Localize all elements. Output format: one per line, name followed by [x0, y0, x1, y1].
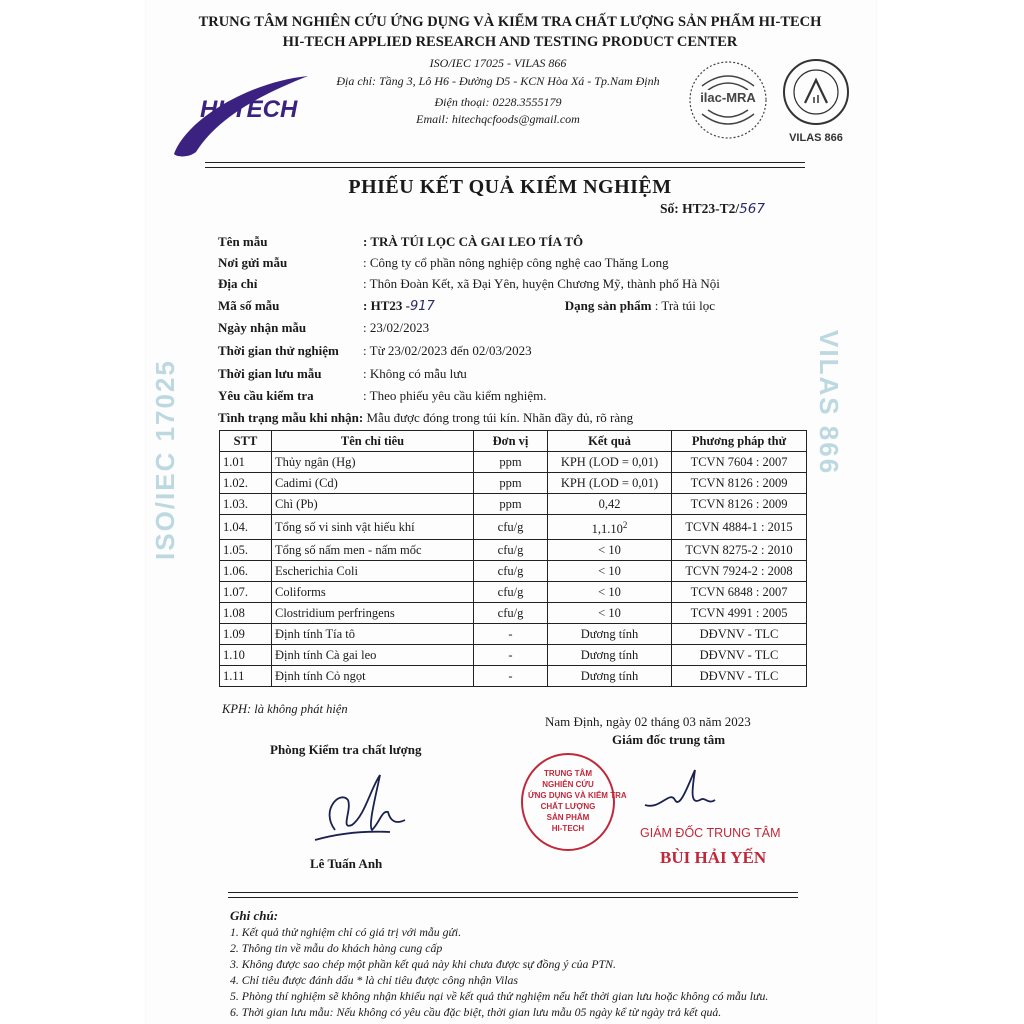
cell-unit: [474, 473, 548, 494]
cell-unit-text: cfu/g: [497, 606, 524, 621]
cell-name-text: Clostridium perfringens: [275, 606, 395, 621]
cell-unit: [474, 494, 548, 515]
cell-unit: [474, 645, 548, 666]
cell-method: [672, 624, 807, 645]
table-row: [220, 452, 807, 473]
cell-result-text: KPH (LOD = 0,01): [560, 455, 659, 469]
cell-stt: [220, 645, 272, 666]
cell-stt: [220, 666, 272, 687]
note-item: 6. Thời gian lưu mẫu: Nếu không có yêu cầu đặc biệt, thời gian lưu mẫu 05 ngày kể từ ngày trả kết quả.: [230, 1005, 722, 1019]
cell-name-text: Tổng số vi sinh vật hiếu khí: [275, 520, 415, 535]
cell-unit-text: -: [508, 648, 513, 663]
cell-method: [672, 561, 807, 582]
cell-unit: [474, 515, 548, 540]
table-row: [220, 624, 807, 645]
cell-method-text: DĐVNV - TLC: [699, 669, 779, 684]
col-method: Phương pháp thử: [672, 431, 807, 452]
ilac-text: ilac-MRA: [695, 90, 761, 105]
cell-stt-text: 1.06.: [223, 564, 248, 579]
cell-unit-text: ppm: [499, 476, 522, 490]
cell-result: [548, 494, 672, 515]
info-label: Ngày nhận mẫu: [218, 320, 307, 335]
cell-name: [272, 540, 474, 561]
info-row-address: [218, 274, 720, 294]
note-item: 1. Kết quả thử nghiệm chỉ có giá trị với mẫu gửi.: [230, 925, 462, 939]
info-value: : Không có mẫu lưu: [363, 366, 467, 381]
report-number-label: Số: HT23-T2/: [660, 201, 740, 216]
cell-method: [672, 645, 807, 666]
cell-name-text: Escherichia Coli: [275, 564, 358, 579]
cell-method: [672, 540, 807, 561]
director-name: BÙI HẢI YẾN: [660, 848, 767, 867]
note-item: 5. Phòng thí nghiệm sẽ không nhận khiếu nại về kết quả thử nghiệm nếu hết thời gian lưu hoặc không có mẫu lưu.: [230, 989, 769, 1003]
col-unit: Đơn vị: [474, 431, 548, 452]
cell-unit-text: cfu/g: [497, 543, 524, 558]
org-name-vi: TRUNG TÂM NGHIÊN CỨU ỨNG DỤNG VÀ KIỂM TRA CHẤT LƯỢNG SẢN PHẨM HI-TECH: [198, 14, 822, 30]
cell-result: [548, 452, 672, 473]
table-row: [220, 666, 807, 687]
results-table: [219, 430, 807, 687]
cell-stt-text: 1.02.: [223, 476, 248, 490]
cell-unit: [474, 666, 548, 687]
cell-stt: [220, 624, 272, 645]
stamp-line: TRUNG TÂM: [544, 769, 592, 778]
stamp-line: ỨNG DỤNG VÀ KIỂM TRA: [528, 791, 627, 800]
cell-method: [672, 494, 807, 515]
cell-result-text: Dương tính: [580, 648, 639, 663]
table-row: [220, 561, 807, 582]
sample-condition: [218, 408, 633, 428]
cell-unit: [474, 603, 548, 624]
note-item: 4. Chỉ tiêu được đánh dấu * là chỉ tiêu được công nhận Vilas: [230, 973, 519, 987]
watermark-iso: ISO/IEC 17025: [150, 359, 180, 560]
report-number-handwritten: 567: [739, 201, 765, 217]
sample-condition-value: Mẫu được đóng trong túi kín. Nhãn đầy đủ, rõ ràng: [363, 410, 634, 425]
cell-stt-text: 1.04.: [223, 520, 248, 535]
cell-method-text: TCVN 6848 : 2007: [690, 585, 788, 600]
cell-name-text: Định tính Cà gai leo: [275, 648, 377, 663]
cell-method-text: TCVN 8275-2 : 2010: [685, 543, 793, 558]
table-row: [220, 603, 807, 624]
director-role: GIÁM ĐỐC TRUNG TÂM: [640, 826, 781, 840]
cell-unit-text: cfu/g: [497, 520, 524, 535]
cell-stt-text: 1.09: [223, 627, 245, 642]
stamp-line: NGHIÊN CỨU: [542, 780, 594, 789]
cell-name: [272, 645, 474, 666]
cell-result-text: KPH (LOD = 0,01): [560, 476, 659, 490]
info-row-sender: [218, 253, 669, 273]
cell-stt-text: 1.03.: [223, 497, 248, 511]
header-divider: [205, 162, 805, 168]
qc-signer-name: Lê Tuấn Anh: [310, 856, 383, 871]
director-title: Giám đốc trung tâm: [612, 732, 726, 747]
cell-method-text: DĐVNV - TLC: [699, 627, 779, 642]
stamp-line: SẢN PHẨM: [546, 813, 590, 822]
cell-result-text: Dương tính: [580, 627, 639, 642]
table-row: [220, 582, 807, 603]
cell-name-text: Định tính Cỏ ngọt: [275, 669, 366, 684]
cell-result: [548, 561, 672, 582]
cell-name-text: Thủy ngân (Hg): [275, 455, 356, 469]
col-result: Kết quả: [548, 431, 672, 452]
info-label: Yêu cầu kiểm tra: [218, 388, 314, 403]
product-type-label: Dạng sản phẩm: [564, 298, 652, 313]
cell-result: [548, 582, 672, 603]
notes-title: Ghi chú:: [230, 908, 279, 923]
info-value: : Từ 23/02/2023 đến 02/03/2023: [363, 343, 532, 358]
note-item: 3. Không được sao chép một phần kết quả này khi chưa được sự đồng ý của PTN.: [230, 957, 616, 971]
phone: Điện thoại: 0228.3555179: [434, 95, 562, 109]
table-row: [220, 645, 807, 666]
cell-result-text: 0,42: [598, 497, 621, 511]
cell-name: [272, 603, 474, 624]
cell-result: [548, 645, 672, 666]
signature-right: [640, 760, 720, 816]
cell-unit: [474, 582, 548, 603]
cell-result-text: < 10: [598, 543, 621, 558]
cell-method-text: DĐVNV - TLC: [699, 648, 779, 663]
cell-stt-text: 1.01: [223, 455, 245, 469]
info-row-retention: [218, 364, 467, 384]
cell-result: [548, 473, 672, 494]
cell-result-text: 1,1.10: [591, 522, 623, 537]
kph-footnote: KPH: là không phát hiện: [222, 702, 348, 716]
info-row-request: [218, 386, 547, 406]
cell-stt-text: 1.08: [223, 606, 245, 621]
cell-name-text: Coliforms: [275, 585, 326, 600]
cell-unit-text: cfu/g: [497, 564, 524, 579]
cell-stt: [220, 473, 272, 494]
cell-unit: [474, 624, 548, 645]
watermark-vilas: VILAS 866: [814, 330, 844, 476]
org-name-en: HI-TECH APPLIED RESEARCH AND TESTING PRODUCT CENTER: [282, 34, 738, 50]
cell-method: [672, 452, 807, 473]
note-item: 2. Thông tin về mẫu do khách hàng cung cấp: [230, 941, 443, 955]
cell-method: [672, 515, 807, 540]
cell-unit-text: cfu/g: [497, 585, 524, 600]
cell-method-text: TCVN 8126 : 2009: [690, 476, 788, 490]
stamp-center-text: [528, 768, 627, 834]
info-row-sample-name: [218, 232, 583, 252]
stamp-line: HI-TECH: [551, 824, 585, 833]
info-value: : Công ty cổ phần nông nghiệp công nghệ cao Thăng Long: [363, 255, 669, 270]
cell-unit-text: -: [508, 669, 513, 684]
cell-unit-text: ppm: [499, 455, 522, 469]
cell-method: [672, 603, 807, 624]
cell-result-text: Dương tính: [580, 669, 639, 684]
cell-result: [548, 540, 672, 561]
info-label: Tên mẫu: [218, 234, 268, 249]
logo-text: HI-TECH: [200, 96, 298, 123]
cell-stt-text: 1.11: [223, 669, 245, 684]
stamp-line: CHẤT LƯỢNG: [540, 802, 596, 811]
cell-name: [272, 666, 474, 687]
cell-name-text: Chì (Pb): [275, 497, 318, 511]
cell-unit: [474, 540, 548, 561]
cell-method: [672, 473, 807, 494]
product-type-value: : Trà túi lọc: [651, 298, 716, 313]
table-row: [220, 473, 807, 494]
cell-stt-text: 1.07.: [223, 585, 248, 600]
cell-name: [272, 494, 474, 515]
cell-method-text: TCVN 7924-2 : 2008: [685, 564, 793, 579]
cell-name: [272, 452, 474, 473]
cell-unit: [474, 452, 548, 473]
cell-result-text: < 10: [598, 564, 621, 579]
cell-stt: [220, 603, 272, 624]
qc-department-title: Phòng Kiểm tra chất lượng: [270, 742, 422, 757]
info-row-received-date: [218, 318, 429, 338]
cell-stt: [220, 452, 272, 473]
cell-stt-text: 1.05.: [223, 543, 248, 558]
cell-name-text: Cadimi (Cd): [275, 476, 338, 490]
cell-name: [272, 582, 474, 603]
cell-unit-text: -: [508, 627, 513, 642]
table-row: [220, 515, 807, 540]
info-value: : 23/02/2023: [363, 320, 430, 335]
cell-result: [548, 624, 672, 645]
cell-stt: [220, 540, 272, 561]
cell-unit: [474, 561, 548, 582]
table-row: [220, 540, 807, 561]
col-name: Tên chỉ tiêu: [272, 431, 474, 452]
notes-divider: [228, 892, 798, 898]
cell-stt: [220, 515, 272, 540]
vilas-logo: [780, 56, 852, 128]
sample-code-handwritten: 917: [409, 299, 435, 314]
cell-name-text: Định tính Tía tô: [275, 627, 355, 642]
info-value: : Thôn Đoàn Kết, xã Đại Yên, huyện Chương Mỹ, thành phố Hà Nội: [363, 276, 720, 291]
info-row-test-period: [218, 341, 532, 361]
cell-result-text: < 10: [598, 606, 621, 621]
report-number: [660, 201, 765, 217]
cell-method-text: TCVN 7604 : 2007: [690, 455, 788, 469]
info-value: : HT23 -: [363, 298, 410, 313]
cell-method-text: TCVN 8126 : 2009: [690, 497, 788, 511]
cell-name: [272, 515, 474, 540]
cell-unit-text: ppm: [499, 497, 522, 511]
info-label: Nơi gửi mẫu: [218, 255, 288, 270]
cell-method: [672, 582, 807, 603]
cell-result: [548, 603, 672, 624]
cell-name: [272, 624, 474, 645]
cell-stt-text: 1.10: [223, 648, 245, 663]
cell-name-text: Tổng số nấm men - nấm mốc: [275, 543, 422, 558]
vilas-label: VILAS 866: [789, 132, 843, 144]
cell-result: [548, 515, 672, 540]
sample-condition-label: Tình trạng mẫu khi nhận:: [218, 410, 364, 425]
result-exponent: 2: [622, 520, 628, 530]
cell-method: [672, 666, 807, 687]
document-title: PHIẾU KẾT QUẢ KIỂM NGHIỆM: [348, 176, 672, 198]
col-stt: STT: [220, 431, 272, 452]
info-value: : Theo phiếu yêu cầu kiểm nghiệm.: [363, 388, 547, 403]
table-row: [220, 494, 807, 515]
info-label: Địa chỉ: [218, 276, 258, 291]
cell-name: [272, 561, 474, 582]
cell-method-text: TCVN 4991 : 2005: [690, 606, 788, 621]
info-label: Thời gian thử nghiệm: [218, 343, 339, 358]
cell-result-text: < 10: [598, 585, 621, 600]
signature-left: [310, 770, 420, 850]
cell-stt: [220, 494, 272, 515]
cell-name: [272, 473, 474, 494]
info-row-sample-code: [218, 296, 715, 316]
email: Email: hitechqcfoods@gmail.com: [416, 112, 580, 126]
info-label: Thời gian lưu mẫu: [218, 366, 322, 381]
cell-stt: [220, 582, 272, 603]
cell-result: [548, 666, 672, 687]
address: Địa chỉ: Tầng 3, Lô H6 - Đường D5 - KCN Hòa Xá - Tp.Nam Định: [336, 74, 660, 88]
cell-method-text: TCVN 4884-1 : 2015: [685, 520, 793, 535]
place-date: Nam Định, ngày 02 tháng 03 năm 2023: [545, 714, 751, 729]
cell-stt: [220, 561, 272, 582]
table-header-row: [220, 431, 807, 452]
info-value: : TRÀ TÚI LỌC CÀ GAI LEO TÍA TÔ: [363, 234, 584, 249]
accreditation: ISO/IEC 17025 - VILAS 866: [429, 56, 567, 70]
info-label: Mã số mẫu: [218, 298, 280, 313]
